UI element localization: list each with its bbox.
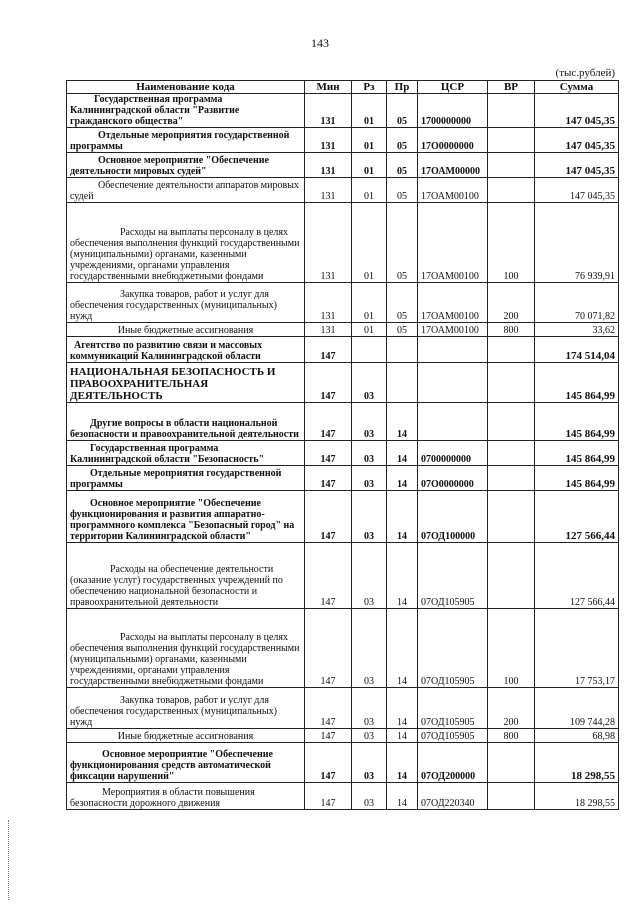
row-sum: 17 753,17 xyxy=(535,609,619,688)
row-sum: 147 045,35 xyxy=(535,178,619,203)
row-sum: 147 045,35 xyxy=(535,153,619,178)
row-sum: 18 298,55 xyxy=(535,743,619,783)
row-rz: 01 xyxy=(352,94,387,128)
row-name: Государственная программа Калининградской области "Развитие гражданского общества" xyxy=(67,94,305,128)
header-min: Мин xyxy=(305,81,352,94)
row-min: 131 xyxy=(305,128,352,153)
row-min: 147 xyxy=(305,688,352,729)
row-pr: 05 xyxy=(387,283,418,323)
row-vr: 200 xyxy=(488,283,535,323)
row-sum: 145 864,99 xyxy=(535,441,619,466)
row-name: Расходы на выплаты персоналу в целях обеспечения выполнения функций государственными (муниципальными) органами, казенными учреждениями, органами управления государственными внебюджетными фондами xyxy=(67,609,305,688)
table-row xyxy=(67,363,619,403)
row-pr: 14 xyxy=(387,491,418,543)
row-sum: 147 045,35 xyxy=(535,94,619,128)
row-vr xyxy=(488,178,535,203)
row-pr: 14 xyxy=(387,609,418,688)
table-row xyxy=(67,609,619,688)
row-rz: 03 xyxy=(352,466,387,491)
table-row xyxy=(67,783,619,810)
row-rz: 03 xyxy=(352,363,387,403)
row-rz: 01 xyxy=(352,323,387,337)
row-name: Агентство по развитию связи и массовых коммуникаций Калининградской области xyxy=(67,337,305,363)
row-name: Другие вопросы в области национальной безопасности и правоохранительной деятельности xyxy=(67,403,305,441)
row-rz: 03 xyxy=(352,743,387,783)
row-vr: 800 xyxy=(488,323,535,337)
row-rz xyxy=(352,337,387,363)
table-row xyxy=(67,466,619,491)
row-rz: 01 xyxy=(352,153,387,178)
table-row xyxy=(67,441,619,466)
row-vr xyxy=(488,337,535,363)
table-row xyxy=(67,203,619,283)
table-row xyxy=(67,543,619,609)
row-name: Обеспечение деятельности аппаратов мировых судей xyxy=(67,178,305,203)
row-name: Закупка товаров, работ и услуг для обеспечения государственных (муниципальных) нужд xyxy=(67,688,305,729)
row-min: 131 xyxy=(305,94,352,128)
row-name: Иные бюджетные ассигнования xyxy=(67,323,305,337)
row-name: Закупка товаров, работ и услуг для обеспечения государственных (муниципальных) нужд xyxy=(67,283,305,323)
row-sum: 145 864,99 xyxy=(535,363,619,403)
units-label: (тыс.рублей) xyxy=(555,67,615,79)
row-pr xyxy=(387,363,418,403)
row-min: 147 xyxy=(305,609,352,688)
row-sum: 70 071,82 xyxy=(535,283,619,323)
table-header-row xyxy=(67,81,619,94)
header-sum: Сумма xyxy=(535,81,619,94)
row-rz: 03 xyxy=(352,729,387,743)
row-name: Отдельные мероприятия государственной программы xyxy=(67,466,305,491)
row-vr: 800 xyxy=(488,729,535,743)
binding-marks xyxy=(8,820,11,900)
row-rz: 01 xyxy=(352,203,387,283)
row-csr: 07ОД105905 xyxy=(418,609,488,688)
row-min: 147 xyxy=(305,743,352,783)
row-pr: 05 xyxy=(387,94,418,128)
header-vr: ВР xyxy=(488,81,535,94)
row-rz: 01 xyxy=(352,178,387,203)
row-csr: 17ОАМ00100 xyxy=(418,203,488,283)
row-name: Расходы на обеспечение деятельности (оказание услуг) государственных учреждений по обеспечению национальной безопасности и правоохранительной деятельности xyxy=(67,543,305,609)
budget-table xyxy=(66,80,619,810)
row-csr: 17О0000000 xyxy=(418,128,488,153)
table-row xyxy=(67,337,619,363)
row-min: 147 xyxy=(305,783,352,810)
row-min: 147 xyxy=(305,363,352,403)
row-sum: 127 566,44 xyxy=(535,491,619,543)
table-row xyxy=(67,491,619,543)
table-row xyxy=(67,323,619,337)
row-name: Основное мероприятие "Обеспечение функционирования и развития аппаратно-программного комплекса "Безопасный город" на территории Калининградской области" xyxy=(67,491,305,543)
row-vr xyxy=(488,466,535,491)
row-vr xyxy=(488,153,535,178)
row-name: Государственная программа Калининградской области "Безопасность" xyxy=(67,441,305,466)
row-vr xyxy=(488,128,535,153)
table-row xyxy=(67,128,619,153)
row-vr xyxy=(488,543,535,609)
row-pr: 05 xyxy=(387,153,418,178)
table-row xyxy=(67,283,619,323)
header-name: Наименование кода xyxy=(67,81,305,94)
row-pr: 14 xyxy=(387,466,418,491)
row-min: 131 xyxy=(305,153,352,178)
table-row xyxy=(67,94,619,128)
row-min: 147 xyxy=(305,491,352,543)
row-sum: 18 298,55 xyxy=(535,783,619,810)
row-pr: 05 xyxy=(387,178,418,203)
row-rz: 03 xyxy=(352,491,387,543)
row-csr xyxy=(418,363,488,403)
row-csr: 07ОД200000 xyxy=(418,743,488,783)
page-number: 143 xyxy=(311,36,329,50)
table-row xyxy=(67,153,619,178)
row-vr xyxy=(488,94,535,128)
row-pr: 05 xyxy=(387,128,418,153)
row-sum: 127 566,44 xyxy=(535,543,619,609)
row-csr: 17ОАМ00100 xyxy=(418,283,488,323)
row-min: 147 xyxy=(305,729,352,743)
row-pr xyxy=(387,337,418,363)
row-name: Иные бюджетные ассигнования xyxy=(67,729,305,743)
row-rz: 01 xyxy=(352,283,387,323)
row-name: НАЦИОНАЛЬНАЯ БЕЗОПАСНОСТЬ И ПРАВООХРАНИТЕЛЬНАЯ ДЕЯТЕЛЬНОСТЬ xyxy=(67,363,305,403)
row-csr: 0700000000 xyxy=(418,441,488,466)
row-csr: 07ОД105905 xyxy=(418,688,488,729)
row-name: Основное мероприятие "Обеспечение деятельности мировых судей" xyxy=(67,153,305,178)
table-row xyxy=(67,743,619,783)
row-vr: 200 xyxy=(488,688,535,729)
row-vr: 100 xyxy=(488,203,535,283)
row-sum: 145 864,99 xyxy=(535,466,619,491)
row-vr: 100 xyxy=(488,609,535,688)
row-sum: 33,62 xyxy=(535,323,619,337)
table-row xyxy=(67,178,619,203)
table-row xyxy=(67,403,619,441)
row-rz: 03 xyxy=(352,441,387,466)
row-rz: 03 xyxy=(352,403,387,441)
row-name: Мероприятия в области повышения безопасности дорожного движения xyxy=(67,783,305,810)
row-csr: 17ОАМ00000 xyxy=(418,153,488,178)
row-csr: 17ОАМ00100 xyxy=(418,323,488,337)
row-vr xyxy=(488,743,535,783)
row-sum: 174 514,04 xyxy=(535,337,619,363)
row-min: 147 xyxy=(305,466,352,491)
row-rz: 03 xyxy=(352,609,387,688)
table-row xyxy=(67,729,619,743)
row-pr: 14 xyxy=(387,403,418,441)
row-vr xyxy=(488,363,535,403)
row-vr xyxy=(488,403,535,441)
row-name: Расходы на выплаты персоналу в целях обеспечения выполнения функций государственными (муниципальными) органами, казенными учреждениями, органами управления государственными внебюджетными фондами xyxy=(67,203,305,283)
row-min: 131 xyxy=(305,283,352,323)
row-sum: 109 744,28 xyxy=(535,688,619,729)
row-name: Отдельные мероприятия государственной программы xyxy=(67,128,305,153)
row-rz: 01 xyxy=(352,128,387,153)
row-min: 147 xyxy=(305,543,352,609)
row-csr xyxy=(418,337,488,363)
row-csr: 1700000000 xyxy=(418,94,488,128)
row-pr: 14 xyxy=(387,743,418,783)
row-min: 131 xyxy=(305,323,352,337)
header-csr: ЦСР xyxy=(418,81,488,94)
row-pr: 14 xyxy=(387,783,418,810)
row-csr: 07ОД100000 xyxy=(418,491,488,543)
row-min: 147 xyxy=(305,337,352,363)
row-min: 147 xyxy=(305,403,352,441)
row-csr xyxy=(418,403,488,441)
row-sum: 145 864,99 xyxy=(535,403,619,441)
row-csr: 07ОД105905 xyxy=(418,543,488,609)
row-name: Основное мероприятие "Обеспечение функционирования средств автоматической фиксации нарушений" xyxy=(67,743,305,783)
row-min: 131 xyxy=(305,203,352,283)
row-rz: 03 xyxy=(352,783,387,810)
row-vr xyxy=(488,441,535,466)
row-csr: 07ОД220340 xyxy=(418,783,488,810)
row-pr: 14 xyxy=(387,688,418,729)
header-rz: Рз xyxy=(352,81,387,94)
row-sum: 68,98 xyxy=(535,729,619,743)
row-pr: 14 xyxy=(387,441,418,466)
row-pr: 05 xyxy=(387,323,418,337)
table-row xyxy=(67,688,619,729)
row-pr: 05 xyxy=(387,203,418,283)
row-vr xyxy=(488,491,535,543)
row-csr: 07О0000000 xyxy=(418,466,488,491)
row-pr: 14 xyxy=(387,729,418,743)
row-sum: 147 045,35 xyxy=(535,128,619,153)
row-min: 131 xyxy=(305,178,352,203)
row-sum: 76 939,91 xyxy=(535,203,619,283)
row-pr: 14 xyxy=(387,543,418,609)
row-rz: 03 xyxy=(352,543,387,609)
header-pr: Пр xyxy=(387,81,418,94)
row-csr: 17ОАМ00100 xyxy=(418,178,488,203)
row-min: 147 xyxy=(305,441,352,466)
row-csr: 07ОД105905 xyxy=(418,729,488,743)
row-rz: 03 xyxy=(352,688,387,729)
row-vr xyxy=(488,783,535,810)
